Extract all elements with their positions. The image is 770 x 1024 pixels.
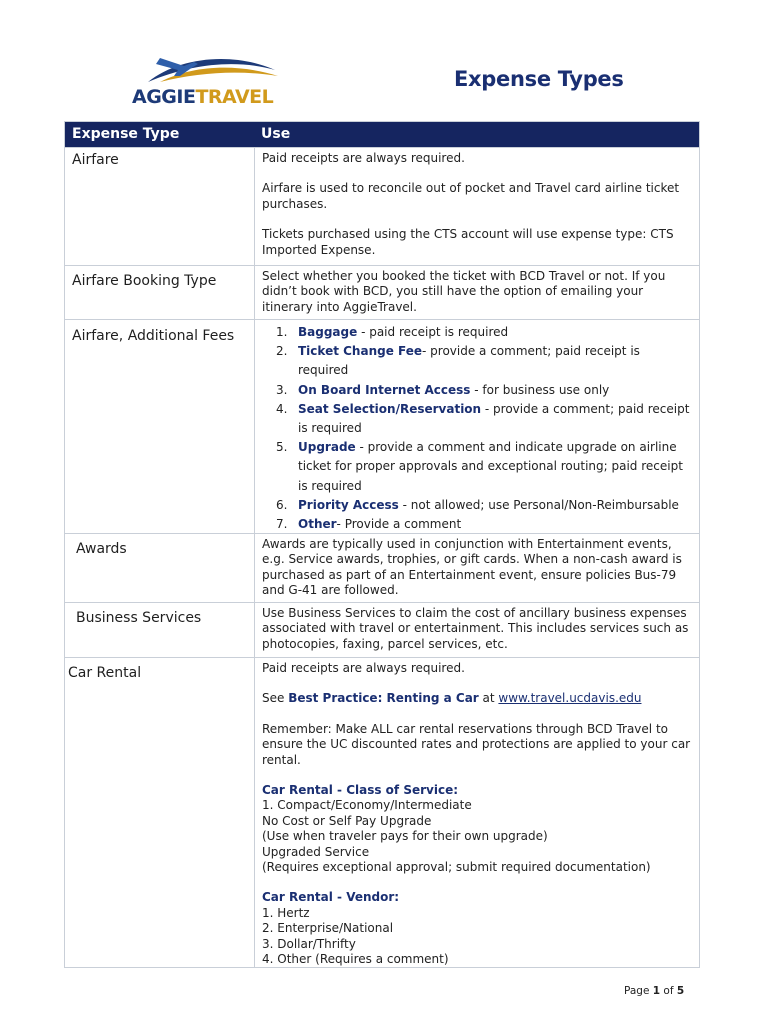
table-row-airfare-booking-type bbox=[65, 265, 699, 319]
header-expense-type: Expense Type bbox=[72, 126, 180, 142]
table-row-awards bbox=[65, 533, 699, 602]
header-use: Use bbox=[261, 126, 291, 142]
class-of-service-block: Car Rental - Class of Service: 1. Compact/Economy/Intermediate No Cost or Self Pay Upgrade (Use when traveler pays for their own upgrade) Upgraded Service (Requires exceptional approval; submit required documentation) bbox=[262, 783, 651, 875]
list-item: required bbox=[298, 363, 349, 378]
vendor-block: Car Rental - Vendor: 1. Hertz 2. Enterprise/National 3. Dollar/Thrifty 4. Other (Requires a comment) bbox=[262, 890, 449, 967]
aggietravel-logo bbox=[132, 52, 282, 112]
list-item: 5. Upgrade - provide a comment and indicate upgrade on airline bbox=[276, 440, 677, 455]
class-of-service-heading: Car Rental - Class of Service: bbox=[262, 783, 459, 798]
use-text: Paid receipts are always required. bbox=[262, 661, 465, 675]
travel-website-link[interactable]: www.travel.ucdavis.edu bbox=[498, 691, 642, 706]
use-text: Paid receipts are always required. bbox=[262, 151, 465, 165]
use-text: See Best Practice: Renting a Car at www.travel.ucdavis.edu bbox=[262, 691, 642, 706]
table-row-airfare-additional-fees bbox=[65, 319, 699, 533]
expense-use bbox=[255, 320, 699, 533]
expense-use bbox=[255, 534, 699, 602]
use-text: Remember: Make ALL car rental reservations through BCD Travel to ensure the UC discounted rates and protections are applied to your car rental. bbox=[262, 721, 691, 767]
use-text: Tickets purchased using the CTS account will use expense type: CTS Imported Expense. bbox=[262, 227, 674, 257]
use-text: Select whether you booked the ticket with BCD Travel or not. If you didn’t book with BCD, you still have the option of emailing your itinerary into AggieTravel. bbox=[262, 269, 666, 314]
list-item: 4. Seat Selection/Reservation - provide a comment; paid receipt bbox=[276, 401, 690, 416]
expense-type-name: Airfare, Additional Fees bbox=[65, 320, 255, 533]
list-item: ticket for proper approvals and exceptional routing; paid receipt bbox=[298, 459, 683, 474]
expense-type-name: Business Services bbox=[65, 603, 255, 657]
list-item: 3. On Board Internet Access - for business use only bbox=[276, 382, 610, 397]
logo-wordmark: AGGIETRAVEL bbox=[132, 86, 274, 108]
table-header bbox=[65, 122, 699, 147]
expense-use bbox=[255, 148, 699, 265]
table-row-airfare bbox=[65, 147, 699, 265]
table-row-car-rental bbox=[65, 657, 699, 967]
list-item: is required bbox=[298, 478, 362, 493]
page-title: Expense Types bbox=[454, 67, 624, 91]
vendor-heading: Car Rental - Vendor: bbox=[262, 890, 400, 905]
use-text: Use Business Services to claim the cost of ancillary business expenses associated with travel or entertainment. This includes services such as photocopies, faxing, parcel services, etc. bbox=[262, 606, 689, 651]
table-row-business-services bbox=[65, 602, 699, 657]
expense-type-name: Awards bbox=[65, 534, 255, 602]
expense-type-name: Car Rental bbox=[65, 658, 255, 967]
list-item: is required bbox=[298, 421, 362, 436]
use-text: Awards are typically used in conjunction with Entertainment events, e.g. Service awards, trophies, or gift cards. When a non-cash award is purchased as part of an Entertainment event, ensure policies Bus-79 and G-41 are followed. bbox=[262, 537, 682, 598]
expense-use bbox=[255, 658, 699, 967]
list-item: 1. Baggage - paid receipt is required bbox=[276, 325, 509, 339]
list-item: 2. Ticket Change Fee- provide a comment; paid receipt is bbox=[276, 344, 640, 359]
expense-type-name: Airfare Booking Type bbox=[65, 266, 255, 319]
use-text: Airfare is used to reconcile out of pocket and Travel card airline ticket purchases. bbox=[262, 181, 680, 211]
airplane-swoosh-icon bbox=[140, 52, 280, 86]
expense-use bbox=[255, 266, 699, 319]
expense-use bbox=[255, 603, 699, 657]
list-item: 7. Other- Provide a comment bbox=[276, 517, 462, 532]
additional-fees-list bbox=[262, 323, 693, 534]
expense-type-name: Airfare bbox=[65, 148, 255, 265]
list-item: 6. Priority Access - not allowed; use Personal/Non-Reimbursable bbox=[276, 497, 679, 512]
page-number: Page 1 of 5 bbox=[624, 985, 685, 997]
expense-types-table bbox=[64, 121, 700, 968]
